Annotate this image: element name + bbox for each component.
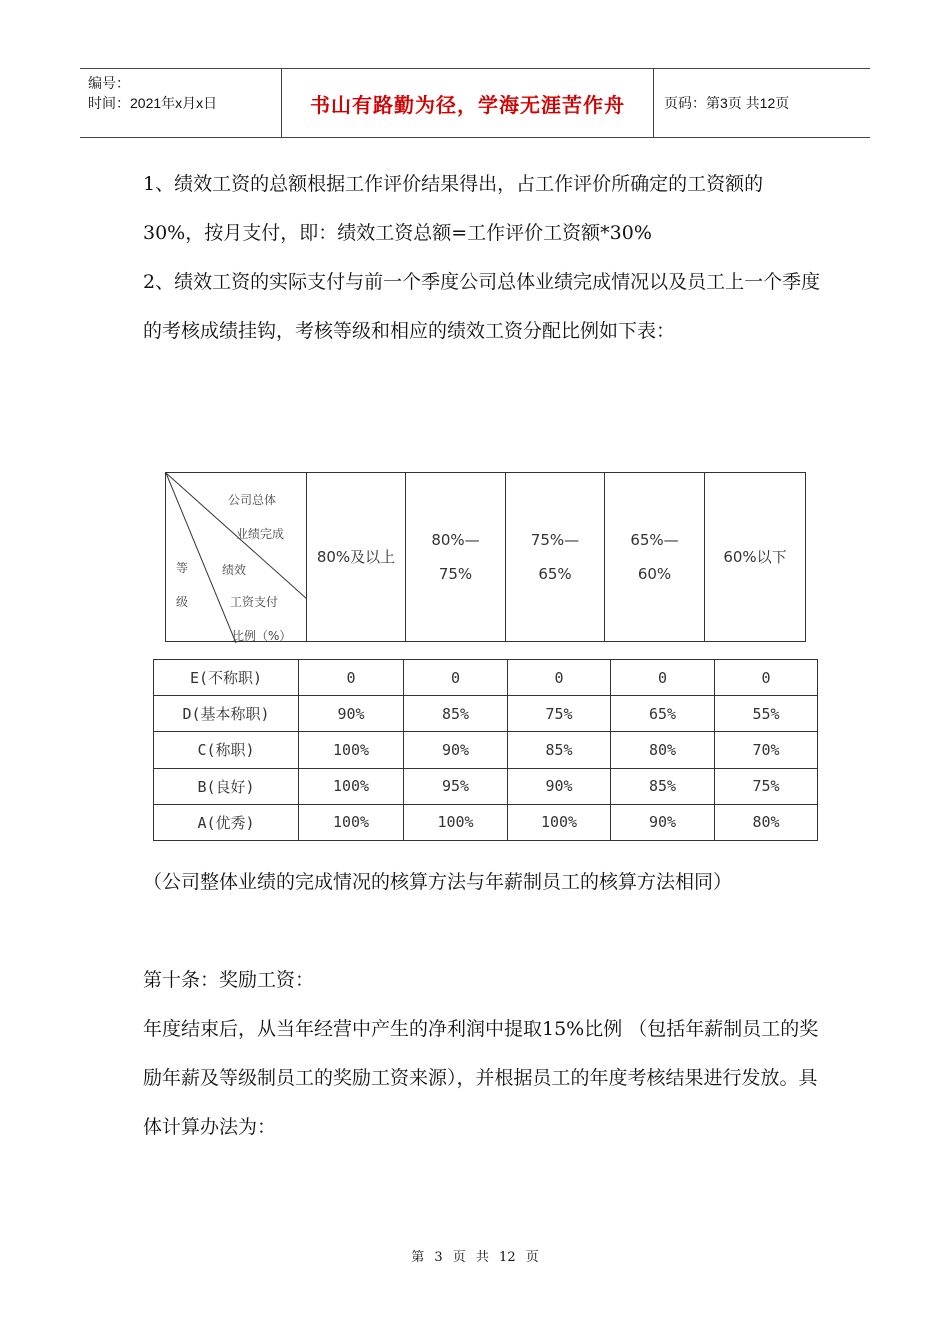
- ratio-cell: 0: [508, 660, 611, 696]
- ratio-cell: 75%: [508, 696, 611, 732]
- ratio-cell: 0: [611, 660, 715, 696]
- diagonal-header-cell: [166, 473, 307, 642]
- number-label: 编号：: [88, 75, 130, 91]
- ratio-cell: 85%: [611, 768, 715, 804]
- grade-cell: A(优秀): [154, 804, 299, 840]
- ratio-cell: 90%: [611, 804, 715, 840]
- bonus-paragraph: 年度结束后，从当年经营中产生的净利润中提取15%比例 （包括年薪制员工的奖励年薪及等级制员工的奖励工资来源），并根据员工的年度考核结果进行发放。具体计算办法为：: [143, 1018, 819, 1138]
- time-label: 时间：2021年x月x日: [88, 95, 218, 111]
- diag-label-grade-2: 级: [176, 595, 189, 609]
- ratio-cell: 90%: [508, 768, 611, 804]
- ratio-cell: 0: [404, 660, 508, 696]
- header-meta: [80, 69, 282, 137]
- ratio-cell: 75%: [715, 768, 818, 804]
- ratio-cell: 90%: [299, 696, 404, 732]
- header-page-info: 页码：第3页 共12页: [664, 95, 790, 111]
- diag-label-grade-1: 等: [176, 561, 189, 575]
- paragraph-2: 2、绩效工资的实际支付与前一个季度公司总体业绩完成情况以及员工上一个季度的考核成绩挂钩，考核等级和相应的绩效工资分配比例如下表：: [143, 271, 821, 342]
- page-header: [80, 68, 870, 138]
- ratio-cell: 0: [299, 660, 404, 696]
- diag-label-pay-2: 工资支付: [230, 595, 279, 609]
- ratio-cell: 80%: [715, 804, 818, 840]
- grade-cell: D(基本称职): [154, 696, 299, 732]
- ratio-cell: 90%: [404, 732, 508, 768]
- diag-label-pay-1: 绩效: [222, 563, 247, 577]
- column-header: 75%— 65%: [506, 473, 605, 642]
- diag-label-performance: 业绩完成: [236, 527, 285, 541]
- table-row: [154, 804, 818, 840]
- grade-cell: C(称职): [154, 732, 299, 768]
- column-header: 65%— 60%: [605, 473, 705, 642]
- grade-ratio-table: [153, 659, 818, 841]
- ratio-cell: 100%: [299, 768, 404, 804]
- diag-label-pay-3: 比例（%）: [232, 629, 292, 643]
- paragraph-1: 1、绩效工资的总额根据工作评价结果得出，占工作评价所确定的工资额的30%，按月支付，即：绩效工资总额=工作评价工资额*30%: [143, 173, 764, 244]
- ratio-cell: 70%: [715, 732, 818, 768]
- page-footer: 第 3 页 共 12 页: [411, 1250, 539, 1265]
- ratio-cell: 95%: [404, 768, 508, 804]
- grade-cell: E(不称职): [154, 660, 299, 696]
- ratio-cell: 85%: [508, 732, 611, 768]
- diag-label-company: 公司总体: [228, 493, 277, 507]
- grade-header-table: [165, 472, 806, 642]
- table-row: [154, 696, 818, 732]
- table-row: [154, 732, 818, 768]
- note-paragraph: （公司整体业绩的完成情况的核算方法与年薪制员工的核算方法相同）: [143, 871, 733, 893]
- article-heading: 第十条：奖励工资：: [143, 969, 315, 991]
- header-motto: 书山有路勤为径，学海无涯苦作舟: [282, 69, 654, 137]
- column-header: 80%及以上: [307, 473, 406, 642]
- ratio-cell: 80%: [611, 732, 715, 768]
- ratio-cell: 100%: [299, 732, 404, 768]
- ratio-cell: 100%: [299, 804, 404, 840]
- ratio-cell: 100%: [404, 804, 508, 840]
- column-header: 80%— 75%: [406, 473, 506, 642]
- ratio-cell: 0: [715, 660, 818, 696]
- ratio-cell: 65%: [611, 696, 715, 732]
- grade-cell: B(良好): [154, 768, 299, 804]
- table-row: [154, 768, 818, 804]
- ratio-cell: 100%: [508, 804, 611, 840]
- table-row: [154, 660, 818, 696]
- column-header: 60%以下: [705, 473, 806, 642]
- ratio-cell: 85%: [404, 696, 508, 732]
- ratio-cell: 55%: [715, 696, 818, 732]
